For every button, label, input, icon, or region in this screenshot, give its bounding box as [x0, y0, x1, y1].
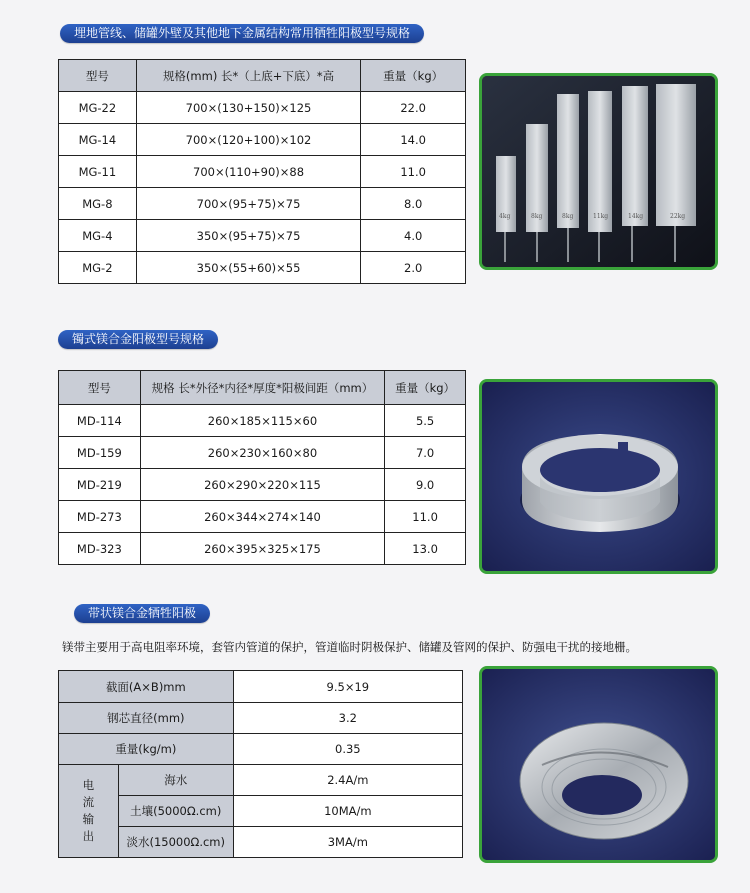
- bar-anodes-image: [482, 76, 715, 267]
- spec-cell: 700×(95+75)×75: [136, 188, 361, 220]
- row-value: 0.35: [233, 734, 462, 765]
- bracelet-anode-image: [482, 382, 715, 571]
- table-header-row: [59, 371, 466, 405]
- spec-cell: 260×290×220×115: [140, 469, 384, 501]
- spec-cell: 700×(120+100)×102: [136, 124, 361, 156]
- weight-cell: 8.0: [361, 188, 466, 220]
- table-header-row: [59, 60, 466, 92]
- table-row: [59, 734, 463, 765]
- photo-label: 8kg: [531, 213, 543, 220]
- table-row: [59, 92, 466, 124]
- photo-label: 22kg: [670, 213, 686, 220]
- bracelet-anode-photo: [479, 379, 718, 574]
- spec-cell: 350×(55+60)×55: [136, 252, 361, 284]
- weight-cell: 11.0: [385, 501, 466, 533]
- table-row: [59, 796, 463, 827]
- photo-label: 8kg: [562, 213, 574, 220]
- spec-cell: 260×395×325×175: [140, 533, 384, 565]
- table-row: [59, 501, 466, 533]
- model-cell: MG-11: [59, 156, 137, 188]
- table-row: [59, 156, 466, 188]
- section3-title: 带状镁合金牺牲阳极: [74, 604, 210, 623]
- row-label: 淡水(15000Ω.cm): [118, 827, 233, 858]
- model-cell: MD-159: [59, 437, 141, 469]
- weight-cell: 7.0: [385, 437, 466, 469]
- table-row: [59, 252, 466, 284]
- table-row: [59, 220, 466, 252]
- weight-cell: 14.0: [361, 124, 466, 156]
- row-value: 3.2: [233, 703, 462, 734]
- table-row: [59, 437, 466, 469]
- row-value: 2.4A/m: [233, 765, 462, 796]
- spec-cell: 260×230×160×80: [140, 437, 384, 469]
- weight-cell: 2.0: [361, 252, 466, 284]
- model-cell: MG-22: [59, 92, 137, 124]
- row-label: 截面(A×B)mm: [59, 671, 234, 703]
- current-output-text: 电流输出: [82, 778, 95, 843]
- column-header: 型号: [59, 60, 137, 92]
- spec-cell: 700×(130+150)×125: [136, 92, 361, 124]
- section1-title: 埋地管线、储罐外壁及其他地下金属结构常用牺牲阳极型号规格: [60, 24, 424, 43]
- spec-cell: 260×344×274×140: [140, 501, 384, 533]
- weight-cell: 4.0: [361, 220, 466, 252]
- current-output-label: [59, 765, 119, 858]
- spec-cell: 260×185×115×60: [140, 405, 384, 437]
- row-value: 3MA/m: [233, 827, 462, 858]
- column-header: 规格 长*外径*内径*厚度*阳极间距（mm）: [140, 371, 384, 405]
- spec-cell: 350×(95+75)×75: [136, 220, 361, 252]
- bar-anodes-photo: [479, 73, 718, 270]
- column-header: 规格(mm) 长*（上底+下底）*高: [136, 60, 361, 92]
- table-row: [59, 124, 466, 156]
- row-value: 10MA/m: [233, 796, 462, 827]
- spec-cell: 700×(110+90)×88: [136, 156, 361, 188]
- table-row: [59, 405, 466, 437]
- row-value: 9.5×19: [233, 671, 462, 703]
- photo-label: 14kg: [628, 213, 644, 220]
- ribbon-anode-coil-image: [482, 669, 715, 860]
- row-label: 钢芯直径(mm): [59, 703, 234, 734]
- table-row: [59, 827, 463, 858]
- model-cell: MD-273: [59, 501, 141, 533]
- section2-title: 镯式镁合金阳极型号规格: [58, 330, 218, 349]
- photo-label: 11kg: [593, 213, 609, 220]
- anode-spec-table: [58, 59, 466, 284]
- table-row: [59, 703, 463, 734]
- ribbon-anode-description: 镁带主要用于高电阻率环境，套管内管道的保护，管道临时阴极保护、储罐及管网的保护、防强电干扰的接地栅。: [62, 640, 637, 654]
- ribbon-anode-coil-photo: [479, 666, 718, 863]
- photo-label: 4kg: [499, 213, 511, 220]
- model-cell: MD-219: [59, 469, 141, 501]
- weight-cell: 13.0: [385, 533, 466, 565]
- table-row: [59, 188, 466, 220]
- model-cell: MD-114: [59, 405, 141, 437]
- table-row: [59, 469, 466, 501]
- model-cell: MG-8: [59, 188, 137, 220]
- row-label: 土壤(5000Ω.cm): [118, 796, 233, 827]
- weight-cell: 11.0: [361, 156, 466, 188]
- row-label: 重量(kg/m): [59, 734, 234, 765]
- weight-cell: 22.0: [361, 92, 466, 124]
- table-row: [59, 765, 463, 796]
- column-header: 型号: [59, 371, 141, 405]
- table-row: [59, 671, 463, 703]
- model-cell: MG-14: [59, 124, 137, 156]
- column-header: 重量（kg）: [361, 60, 466, 92]
- model-cell: MG-2: [59, 252, 137, 284]
- row-label: 海水: [118, 765, 233, 796]
- weight-cell: 5.5: [385, 405, 466, 437]
- model-cell: MG-4: [59, 220, 137, 252]
- ribbon-anode-spec-table: [58, 670, 463, 858]
- bracelet-anode-spec-table: [58, 370, 466, 565]
- model-cell: MD-323: [59, 533, 141, 565]
- table-row: [59, 533, 466, 565]
- weight-cell: 9.0: [385, 469, 466, 501]
- column-header: 重量（kg）: [385, 371, 466, 405]
